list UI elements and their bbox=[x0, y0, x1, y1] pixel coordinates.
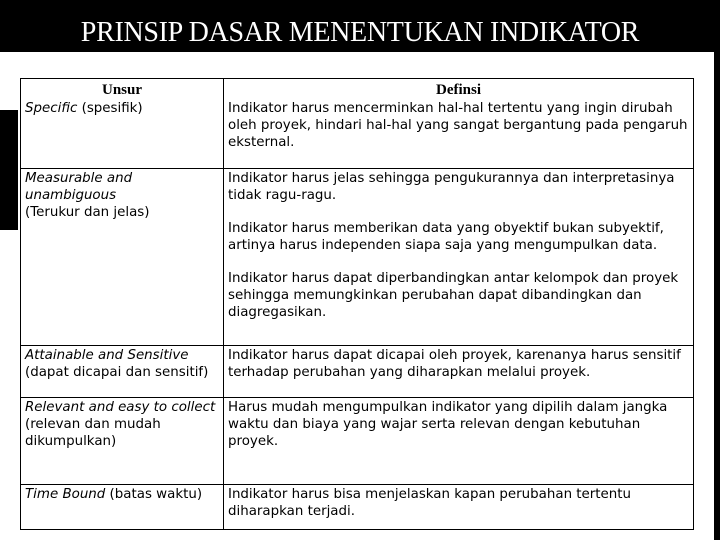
unsur-translation: (Terukur dan jelas) bbox=[25, 205, 150, 220]
slide-title: PRINSIP DASAR MENENTUKAN INDIKATOR bbox=[80, 17, 640, 48]
header-unsur: Unsur bbox=[21, 79, 224, 100]
unsur-translation: (spesifik) bbox=[77, 101, 143, 116]
definisi-text: Indikator harus mencerminkan hal-hal tertentu yang ingin dirubah oleh proyek, hindari hal-hal yang sangat bergantung pada pengaruh eksternal. bbox=[228, 101, 688, 150]
unsur-term: Specific bbox=[25, 101, 78, 116]
definisi-cell bbox=[224, 99, 694, 169]
unsur-cell bbox=[21, 398, 224, 485]
decorative-bar bbox=[0, 110, 18, 230]
unsur-translation: (batas waktu) bbox=[105, 487, 203, 502]
unsur-cell bbox=[21, 169, 224, 346]
definisi-cell bbox=[224, 398, 694, 485]
unsur-translation: (dapat dicapai dan sensitif) bbox=[25, 365, 209, 380]
unsur-term: Relevant and easy to collect bbox=[25, 400, 216, 415]
unsur-term: Time Bound bbox=[25, 487, 106, 502]
header-definisi: Definsi bbox=[224, 79, 694, 100]
indicator-table bbox=[20, 78, 694, 530]
table-row bbox=[21, 485, 694, 530]
table-header-row bbox=[21, 79, 694, 100]
table-row bbox=[21, 99, 694, 169]
definisi-text: Indikator harus dapat diperbandingkan antar kelompok dan proyek sehingga memungkinkan perubahan dapat dibandingkan dan diagregasikan. bbox=[228, 271, 679, 320]
definisi-text: Indikator harus dapat dicapai oleh proyek, karenanya harus sensitif terhadap perubahan yang diharapkan melalui proyek. bbox=[228, 348, 681, 380]
definisi-text: Harus mudah mengumpulkan indikator yang dipilih dalam jangka waktu dan biaya yang wajar serta relevan dengan kebutuhan proyek. bbox=[228, 400, 668, 449]
unsur-cell bbox=[21, 99, 224, 169]
unsur-term: Attainable and Sensitive bbox=[25, 348, 189, 363]
table-row bbox=[21, 346, 694, 398]
definisi-cell bbox=[224, 485, 694, 530]
definisi-cell bbox=[224, 169, 694, 346]
unsur-cell bbox=[21, 485, 224, 530]
definisi-text: Indikator harus memberikan data yang obyektif bukan subyektif, artinya harus independen siapa saja yang mengumpulkan data. bbox=[228, 221, 664, 253]
definisi-text: Indikator harus jelas sehingga pengukurannya dan interpretasinya tidak ragu-ragu. bbox=[228, 171, 675, 203]
unsur-term: Measurable and unambiguous bbox=[25, 171, 133, 203]
left-margin bbox=[0, 52, 18, 540]
definisi-text: Indikator harus bisa menjelaskan kapan perubahan tertentu diharapkan terjadi. bbox=[228, 487, 632, 519]
unsur-translation: (relevan dan mudah dikumpulkan) bbox=[25, 417, 161, 449]
unsur-cell bbox=[21, 346, 224, 398]
table-row bbox=[21, 169, 694, 346]
definisi-cell bbox=[224, 346, 694, 398]
table-row bbox=[21, 398, 694, 485]
